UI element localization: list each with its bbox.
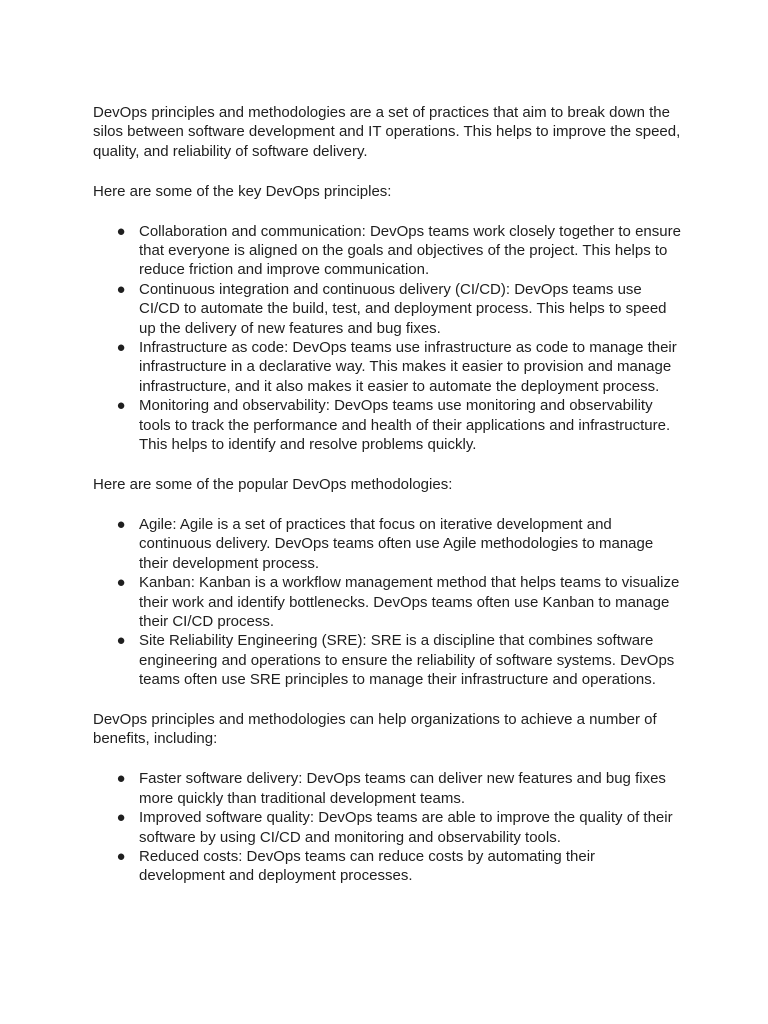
bullet-icon: ● bbox=[116, 574, 126, 592]
benefits-heading: DevOps principles and methodologies can help organizations to achieve a number of benefits, including: bbox=[93, 711, 657, 748]
list-item bbox=[93, 222, 683, 280]
list-item bbox=[93, 769, 683, 808]
list-item-text: Improved software quality: DevOps teams are able to improve the quality of their software by using CI/CD and monitoring and observability tools. bbox=[139, 809, 673, 846]
principles-heading: Here are some of the key DevOps principles: bbox=[93, 182, 392, 200]
list-item-text: Agile: Agile is a set of practices that focus on iterative development and continuous delivery. DevOps teams often use Agile methodologies to manage their development process. bbox=[139, 515, 654, 572]
bullet-icon: ● bbox=[116, 397, 126, 415]
intro-paragraph: DevOps principles and methodologies are a set of practices that aim to break down the silos between software development and IT operations. This helps to improve the speed, quality, and reliability of software delivery. bbox=[93, 104, 681, 160]
list-item bbox=[93, 396, 683, 454]
list-item-text: Reduced costs: DevOps teams can reduce costs by automating their development and deployment processes. bbox=[139, 848, 596, 885]
bullet-icon: ● bbox=[116, 809, 126, 827]
document-body bbox=[93, 103, 683, 906]
list-item bbox=[93, 573, 683, 631]
list-item-text: Faster software delivery: DevOps teams can deliver new features and bug fixes more quickly than traditional development teams. bbox=[139, 770, 666, 807]
list-item-text: Monitoring and observability: DevOps teams use monitoring and observability tools to track the performance and health of their applications and infrastructure. This helps to identify and resolve problems quickly. bbox=[139, 397, 671, 454]
list-item bbox=[93, 631, 683, 689]
list-item-text: Continuous integration and continuous delivery (CI/CD): DevOps teams use CI/CD to automate the build, test, and deployment process. This helps to speed up the delivery of new features and bug fixes. bbox=[139, 280, 667, 337]
list-item-text: Site Reliability Engineering (SRE): SRE is a discipline that combines software engineering and operations to ensure the reliability of software systems. DevOps teams often use SRE principles to manage their infrastructure and operations. bbox=[139, 632, 675, 689]
bullet-icon: ● bbox=[116, 515, 126, 533]
benefits-list bbox=[93, 769, 683, 885]
bullet-icon: ● bbox=[116, 848, 126, 865]
list-item bbox=[93, 280, 683, 338]
list-item-text: Infrastructure as code: DevOps teams use infrastructure as code to manage their infrastructure in a declarative way. This makes it easier to provision and manage infrastructure, and it also makes it easier to automate the deployment process. bbox=[139, 339, 677, 395]
bullet-icon: ● bbox=[116, 280, 126, 298]
list-item bbox=[93, 338, 683, 396]
list-item-text: Kanban: Kanban is a workflow management method that helps teams to visualize their work and identify bottlenecks. DevOps teams often use Kanban to manage their CI/CD process. bbox=[139, 574, 680, 630]
list-item bbox=[93, 808, 683, 847]
principles-list bbox=[93, 222, 683, 455]
list-item-text: Collaboration and communication: DevOps teams work closely together to ensure that everyone is aligned on the goals and objectives of the project. This helps to reduce friction and improve communication. bbox=[139, 222, 681, 279]
bullet-icon: ● bbox=[116, 632, 126, 650]
bullet-icon: ● bbox=[116, 222, 126, 240]
list-item bbox=[93, 515, 683, 573]
methodologies-list bbox=[93, 515, 683, 690]
list-item bbox=[93, 847, 683, 886]
bullet-icon: ● bbox=[116, 339, 126, 357]
bullet-icon: ● bbox=[116, 770, 126, 788]
methodologies-heading: Here are some of the popular DevOps methodologies: bbox=[93, 476, 453, 493]
